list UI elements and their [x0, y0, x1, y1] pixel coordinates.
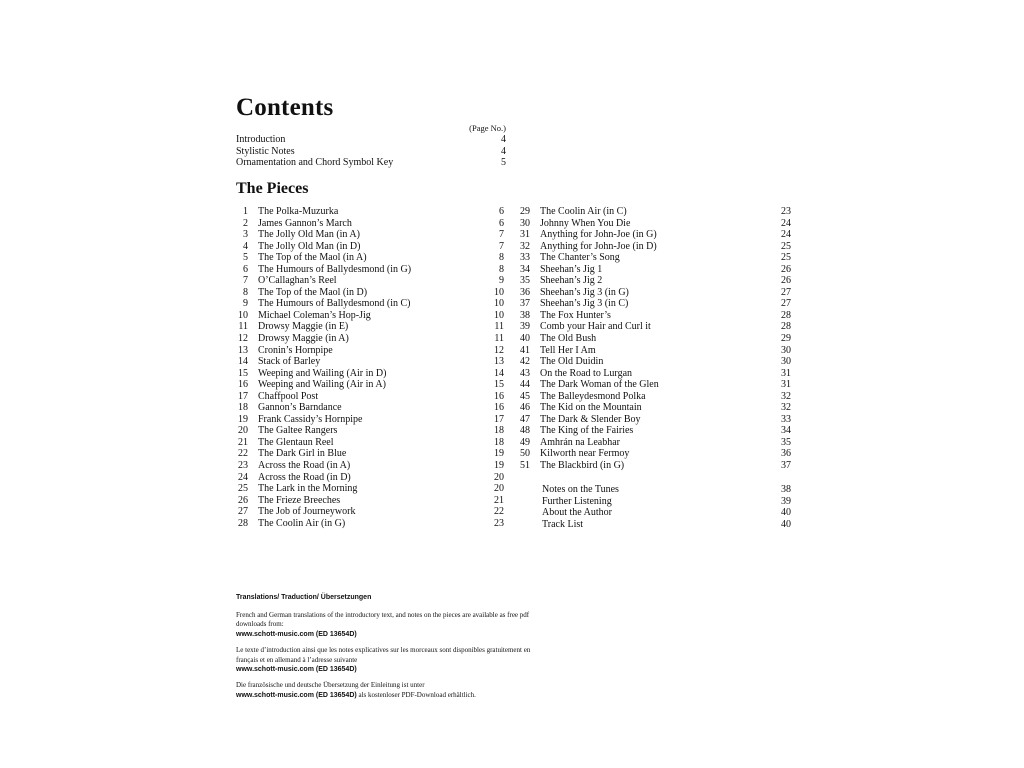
piece-title: The Lark in the Morning [258, 483, 358, 495]
piece-number: 34 [520, 263, 530, 275]
piece-page: 32 [781, 402, 791, 414]
piece-page: 31 [781, 379, 791, 391]
piece-page: 23 [781, 206, 791, 217]
piece-row [232, 321, 504, 333]
piece-title: The Dark Woman of the Glen [540, 379, 659, 391]
german-note-tail: als kostenloser PDF-Download erhältlich. [358, 690, 476, 699]
piece-row [232, 391, 504, 403]
piece-row [232, 252, 504, 264]
piece-title: The Jolly Old Man (in D) [258, 240, 361, 252]
piece-title: Kilworth near Fermoy [540, 448, 630, 460]
piece-page: 15 [494, 379, 504, 391]
toc-entry-page: 39 [781, 495, 791, 507]
piece-row [232, 368, 504, 380]
piece-number: 24 [238, 471, 248, 483]
piece-number: 51 [520, 460, 530, 472]
piece-row [512, 448, 791, 460]
piece-title: The Humours of Ballydesmond (in G) [258, 263, 412, 275]
piece-title: The Old Duidin [540, 356, 604, 368]
piece-page: 21 [494, 494, 504, 506]
toc-entry-page: 5 [501, 157, 506, 169]
piece-number: 25 [238, 483, 248, 495]
piece-title: Chaffpool Post [258, 390, 319, 402]
piece-title: Across the Road (in D) [258, 471, 351, 483]
piece-title: The Coolin Air (in C) [540, 206, 627, 217]
piece-row [512, 321, 791, 333]
piece-title: Sheehan’s Jig 3 (in G) [540, 286, 629, 298]
piece-title: The King of the Fairies [540, 425, 634, 437]
french-note [236, 646, 536, 674]
piece-row [232, 402, 504, 414]
piece-number: 40 [520, 333, 530, 345]
piece-number: 41 [520, 344, 530, 356]
piece-number: 5 [243, 252, 248, 264]
piece-number: 15 [238, 367, 248, 379]
piece-title: Drowsy Maggie (in E) [258, 321, 349, 333]
piece-page: 10 [494, 309, 504, 321]
toc-entry [236, 157, 506, 169]
english-note [236, 611, 536, 639]
piece-row [232, 379, 504, 391]
piece-page: 11 [494, 321, 504, 333]
toc-entry [542, 496, 791, 508]
piece-page: 8 [499, 263, 504, 275]
piece-row [512, 287, 791, 299]
piece-page: 16 [494, 402, 504, 414]
piece-page: 12 [494, 344, 504, 356]
piece-number: 49 [520, 436, 530, 448]
piece-page: 6 [499, 217, 504, 229]
piece-number: 27 [238, 506, 248, 518]
translations-heading: Translations/ Traduction/ Übersetzungen [236, 594, 372, 601]
piece-title: The Chanter’s Song [540, 252, 620, 264]
french-note-url: www.schott-music.com (ED 13654D) [236, 666, 357, 674]
piece-page: 9 [499, 275, 504, 287]
piece-number: 7 [243, 275, 248, 287]
piece-number: 44 [520, 379, 530, 391]
piece-page: 22 [494, 506, 504, 518]
piece-page: 27 [781, 286, 791, 298]
piece-number: 31 [520, 229, 530, 241]
piece-row [232, 483, 504, 495]
piece-row [232, 437, 504, 449]
toc-entry-page: 38 [781, 484, 791, 495]
piece-row [232, 518, 504, 530]
piece-row [232, 333, 504, 345]
piece-title: Weeping and Wailing (Air in D) [258, 367, 387, 379]
piece-row [232, 275, 504, 287]
piece-title: The Kid on the Mountain [540, 402, 642, 414]
piece-row [512, 218, 791, 230]
piece-row [512, 379, 791, 391]
piece-page: 24 [781, 229, 791, 241]
english-note-url: www.schott-music.com (ED 13654D) [236, 630, 357, 638]
piece-number: 21 [238, 436, 248, 448]
toc-entry [236, 146, 506, 158]
piece-number: 22 [238, 448, 248, 460]
piece-title: The Balleydesmond Polka [540, 390, 646, 402]
piece-title: The Dark & Slender Boy [540, 413, 641, 425]
piece-number: 37 [520, 298, 530, 310]
piece-title: Sheehan’s Jig 3 (in C) [540, 298, 629, 310]
piece-number: 39 [520, 321, 530, 333]
piece-title: Frank Cassidy’s Hornpipe [258, 413, 363, 425]
page-number-column-header: (Page No.) [469, 123, 506, 133]
piece-row [232, 206, 504, 218]
piece-row [232, 448, 504, 460]
piece-number: 38 [520, 309, 530, 321]
piece-number: 3 [243, 229, 248, 241]
toc-entry-label: Ornamentation and Chord Symbol Key [236, 157, 394, 169]
piece-number: 9 [243, 298, 248, 310]
piece-row [232, 264, 504, 276]
piece-page: 19 [494, 460, 504, 472]
piece-number: 29 [520, 206, 530, 217]
translations-note [236, 593, 536, 707]
piece-row [232, 506, 504, 518]
piece-page: 30 [781, 356, 791, 368]
piece-page: 30 [781, 344, 791, 356]
piece-page: 6 [499, 206, 504, 217]
piece-page: 17 [494, 413, 504, 425]
piece-page: 37 [781, 460, 791, 472]
german-note-url: www.schott-music.com (ED 13654D) [236, 691, 357, 699]
piece-row [232, 241, 504, 253]
piece-row [512, 391, 791, 403]
piece-title: Stack of Barley [258, 356, 321, 368]
piece-number: 30 [520, 217, 530, 229]
toc-entry [236, 134, 506, 146]
piece-title: O’Callaghan’s Reel [258, 275, 337, 287]
piece-page: 26 [781, 275, 791, 287]
piece-title: On the Road to Lurgan [540, 367, 633, 379]
toc-entry-page: 4 [501, 134, 506, 145]
piece-row [512, 298, 791, 310]
piece-page: 7 [499, 229, 504, 241]
piece-title: Across the Road (in A) [258, 460, 351, 472]
toc-entry-label: Notes on the Tunes [542, 484, 619, 495]
piece-number: 14 [238, 356, 248, 368]
piece-number: 19 [238, 413, 248, 425]
piece-page: 18 [494, 436, 504, 448]
piece-page: 25 [781, 252, 791, 264]
piece-row [512, 345, 791, 357]
piece-title: Sheehan’s Jig 2 [540, 275, 603, 287]
piece-page: 14 [494, 367, 504, 379]
piece-number: 2 [243, 217, 248, 229]
piece-page: 28 [781, 309, 791, 321]
piece-row [512, 275, 791, 287]
piece-page: 8 [499, 252, 504, 264]
piece-page: 25 [781, 240, 791, 252]
piece-page: 31 [781, 367, 791, 379]
piece-title: Weeping and Wailing (Air in A) [258, 379, 386, 391]
piece-title: Michael Coleman’s Hop-Jig [258, 309, 371, 321]
piece-page: 36 [781, 448, 791, 460]
piece-title: The Glentaun Reel [258, 436, 334, 448]
piece-title: Tell Her I Am [540, 344, 596, 356]
piece-row [232, 460, 504, 472]
piece-title: The Fox Hunter’s [540, 309, 611, 321]
piece-title: Cronin’s Hornpipe [258, 344, 333, 356]
piece-number: 36 [520, 286, 530, 298]
piece-number: 6 [243, 263, 248, 275]
piece-number: 43 [520, 367, 530, 379]
piece-page: 24 [781, 217, 791, 229]
appendix-list [542, 484, 791, 530]
piece-row [232, 472, 504, 484]
piece-title: The Blackbird (in G) [540, 460, 625, 472]
toc-entry-label: Introduction [236, 134, 286, 145]
french-note-text: Le texte d’introduction ainsi que les notes explicatives sur les morceaux sont disponibles gratuitement en français et en allemand à l’adresse suivante [236, 646, 531, 664]
piece-number: 45 [520, 390, 530, 402]
toc-entry-label: Track List [542, 518, 584, 530]
piece-row [512, 241, 791, 253]
piece-title: The Top of the Maol (in D) [258, 286, 368, 298]
piece-page: 20 [494, 471, 504, 483]
piece-row [512, 460, 791, 472]
piece-row [512, 356, 791, 368]
piece-title: The Dark Girl in Blue [258, 448, 347, 460]
piece-number: 23 [238, 460, 248, 472]
piece-number: 28 [238, 517, 248, 529]
piece-page: 23 [494, 517, 504, 529]
toc-entry-label: Further Listening [542, 495, 612, 507]
piece-page: 16 [494, 390, 504, 402]
piece-row [232, 356, 504, 368]
piece-row [512, 264, 791, 276]
piece-row [232, 310, 504, 322]
intro-section-list [236, 134, 506, 169]
piece-number: 17 [238, 390, 248, 402]
toc-entry [542, 507, 791, 519]
piece-row [512, 368, 791, 380]
piece-title: The Polka-Muzurka [258, 206, 339, 217]
piece-page: 11 [494, 333, 504, 345]
piece-number: 50 [520, 448, 530, 460]
german-note [236, 681, 536, 700]
piece-page: 18 [494, 425, 504, 437]
piece-row [512, 402, 791, 414]
pieces-list-left [232, 206, 504, 529]
piece-row [512, 206, 791, 218]
piece-page: 33 [781, 413, 791, 425]
piece-title: Gannon’s Barndance [258, 402, 342, 414]
piece-title: Comb your Hair and Curl it [540, 321, 651, 333]
english-note-text: French and German translations of the introductory text, and notes on the pieces are available as free pdf downloads from: [236, 611, 530, 629]
piece-row [232, 298, 504, 310]
piece-number: 1 [243, 206, 248, 217]
piece-title: Anything for John-Joe (in D) [540, 240, 657, 252]
piece-title: Drowsy Maggie (in A) [258, 333, 349, 345]
piece-number: 20 [238, 425, 248, 437]
piece-row [512, 252, 791, 264]
piece-row [232, 414, 504, 426]
piece-page: 27 [781, 298, 791, 310]
piece-title: James Gannon’s March [258, 217, 352, 229]
toc-entry [542, 519, 791, 531]
piece-title: The Humours of Ballydesmond (in C) [258, 298, 411, 310]
piece-page: 34 [781, 425, 791, 437]
toc-entry-label: Stylistic Notes [236, 145, 295, 157]
toc-entry-page: 40 [781, 507, 791, 519]
piece-row [232, 495, 504, 507]
piece-page: 28 [781, 321, 791, 333]
pieces-heading: The Pieces [236, 180, 309, 197]
piece-page: 20 [494, 483, 504, 495]
piece-title: Anything for John-Joe (in G) [540, 229, 657, 241]
piece-number: 10 [238, 309, 248, 321]
piece-row [232, 287, 504, 299]
piece-page: 10 [494, 298, 504, 310]
piece-number: 46 [520, 402, 530, 414]
piece-number: 33 [520, 252, 530, 264]
piece-page: 19 [494, 448, 504, 460]
piece-page: 13 [494, 356, 504, 368]
piece-row [512, 437, 791, 449]
toc-entry-page: 4 [501, 145, 506, 157]
piece-number: 35 [520, 275, 530, 287]
piece-title: Sheehan’s Jig 1 [540, 263, 603, 275]
piece-page: 7 [499, 240, 504, 252]
piece-row [512, 310, 791, 322]
piece-number: 13 [238, 344, 248, 356]
piece-page: 32 [781, 390, 791, 402]
piece-number: 11 [238, 321, 248, 333]
page-title: Contents [236, 94, 334, 121]
piece-row [232, 218, 504, 230]
piece-row [232, 345, 504, 357]
piece-title: The Job of Journeywork [258, 506, 356, 518]
piece-title: The Frieze Breeches [258, 494, 341, 506]
piece-number: 26 [238, 494, 248, 506]
piece-title: Amhrán na Leabhar [540, 436, 620, 448]
piece-row [512, 333, 791, 345]
piece-number: 16 [238, 379, 248, 391]
piece-row [512, 425, 791, 437]
piece-title: The Top of the Maol (in A) [258, 252, 367, 264]
piece-number: 47 [520, 413, 530, 425]
toc-entry-page: 40 [781, 518, 791, 530]
piece-row [232, 229, 504, 241]
piece-number: 18 [238, 402, 248, 414]
piece-row [512, 229, 791, 241]
piece-number: 42 [520, 356, 530, 368]
piece-title: The Old Bush [540, 333, 597, 345]
german-note-text: Die französische und deutsche Übersetzung der Einleitung ist unter [236, 681, 425, 690]
piece-title: The Coolin Air (in G) [258, 517, 346, 529]
piece-title: Johnny When You Die [540, 217, 631, 229]
piece-number: 8 [243, 286, 248, 298]
piece-page: 10 [494, 286, 504, 298]
piece-page: 35 [781, 436, 791, 448]
piece-page: 26 [781, 263, 791, 275]
piece-number: 32 [520, 240, 530, 252]
piece-page: 29 [781, 333, 791, 345]
piece-number: 48 [520, 425, 530, 437]
pieces-list-right [512, 206, 791, 472]
piece-title: The Galtee Rangers [258, 425, 338, 437]
piece-row [232, 425, 504, 437]
toc-entry [542, 484, 791, 496]
piece-number: 4 [243, 240, 248, 252]
piece-title: The Jolly Old Man (in A) [258, 229, 360, 241]
toc-entry-label: About the Author [542, 507, 612, 519]
piece-number: 12 [238, 333, 248, 345]
piece-row [512, 414, 791, 426]
